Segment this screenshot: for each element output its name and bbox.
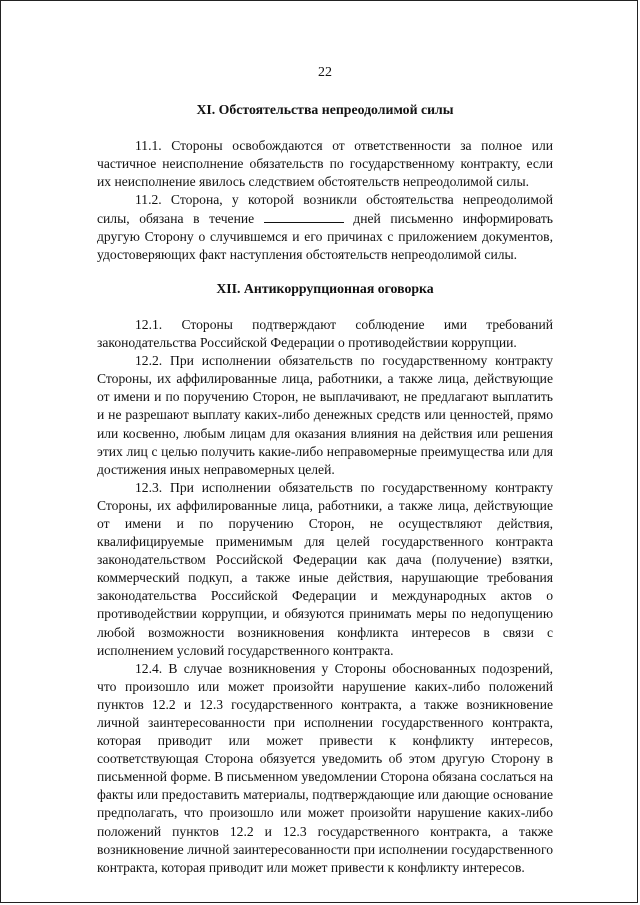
paragraph-12-1: 12.1. Стороны подтверждают соблюдение ими требований законодательства Российской Федерации о противодействии коррупции. bbox=[97, 316, 553, 351]
document-page bbox=[97, 64, 553, 877]
paragraph-11-1: 11.1. Стороны освобождаются от ответственности за полное или частичное неисполнение обязательств по государственному контракту, если их неисполнение явилось следствием обстоятельств непреодолимой силы. bbox=[97, 138, 553, 190]
section-11-heading: XI. Обстоятельства непреодолимой силы bbox=[196, 102, 454, 118]
paragraph-11-2-end: дней письменно информировать другую Сторону о случившемся и его причинах с приложением документов, удостоверяющих факт наступления обстоятельств непреодолимой силы. bbox=[97, 210, 553, 262]
page-number: 22 bbox=[318, 65, 332, 80]
paragraph-12-2: 12.2. При исполнении обязательств по государственному контракту Стороны, их аффилированные лица, работники, а также лица, действующие от имени и по поручению Сторон, не выплачивают, не предлагают выплатить и не разрешают выплату каких-либо денежных средств или ценностей, прямо или косвенно, любым лицам для оказания влияния на действия или решения этих лиц с целью получить какие-либо неправомерные преимущества или для достижения иных неправомерных целей. bbox=[97, 353, 553, 477]
paragraph-12-3: 12.3. При исполнении обязательств по государственному контракту Стороны, их аффилированные лица, работники, а также лица, действующие от имени и по поручению Сторон, не осуществляют действия, квалифицируемые применимым для целей государственного контракта законодательством Российской Федерации как дача (получение) взятки, коммерческий подкуп, а также иные действия, нарушающие требования законодательства Российской Федерации и международных актов о противодействии коррупции, и обязуются принимать меры по недопущению любой возможности возникновения конфликта интересов в связи с исполнением условий государственного контракта. bbox=[97, 479, 553, 658]
paragraph-11-2-start: 11.2. Сторона, у которой возникли обстоятельства непреодолимой силы, обязана в течение bbox=[97, 192, 553, 226]
section-12-heading: XII. Антикоррупционная оговорка bbox=[216, 280, 434, 296]
paragraph-11-2 bbox=[97, 191, 553, 263]
paragraph-12-4: 12.4. В случае возникновения у Стороны обоснованных подозрений, что произошло или может произойти нарушение каких-либо положений пунктов 12.2 и 12.3 государственного контракта, а также возникновение личной заинтересованности при исполнении государственного контракта, которая приводит или может привести к конфликту интересов, соответствующая Сторона обязуется уведомить об этом другую Сторону в письменной форме. В письменном уведомлении Сторона обязана сослаться на факты или предоставить материалы, подтверждающие или дающие основание предполагать, что произошло или может произойти нарушение каких-либо положений пунктов 12.2 и 12.3 государственного контракта, а также возникновение личной заинтересованности при исполнении государственного контракта, которая приводит или может привести к конфликту интересов. bbox=[97, 660, 553, 875]
fill-in-blank-days bbox=[264, 210, 344, 223]
